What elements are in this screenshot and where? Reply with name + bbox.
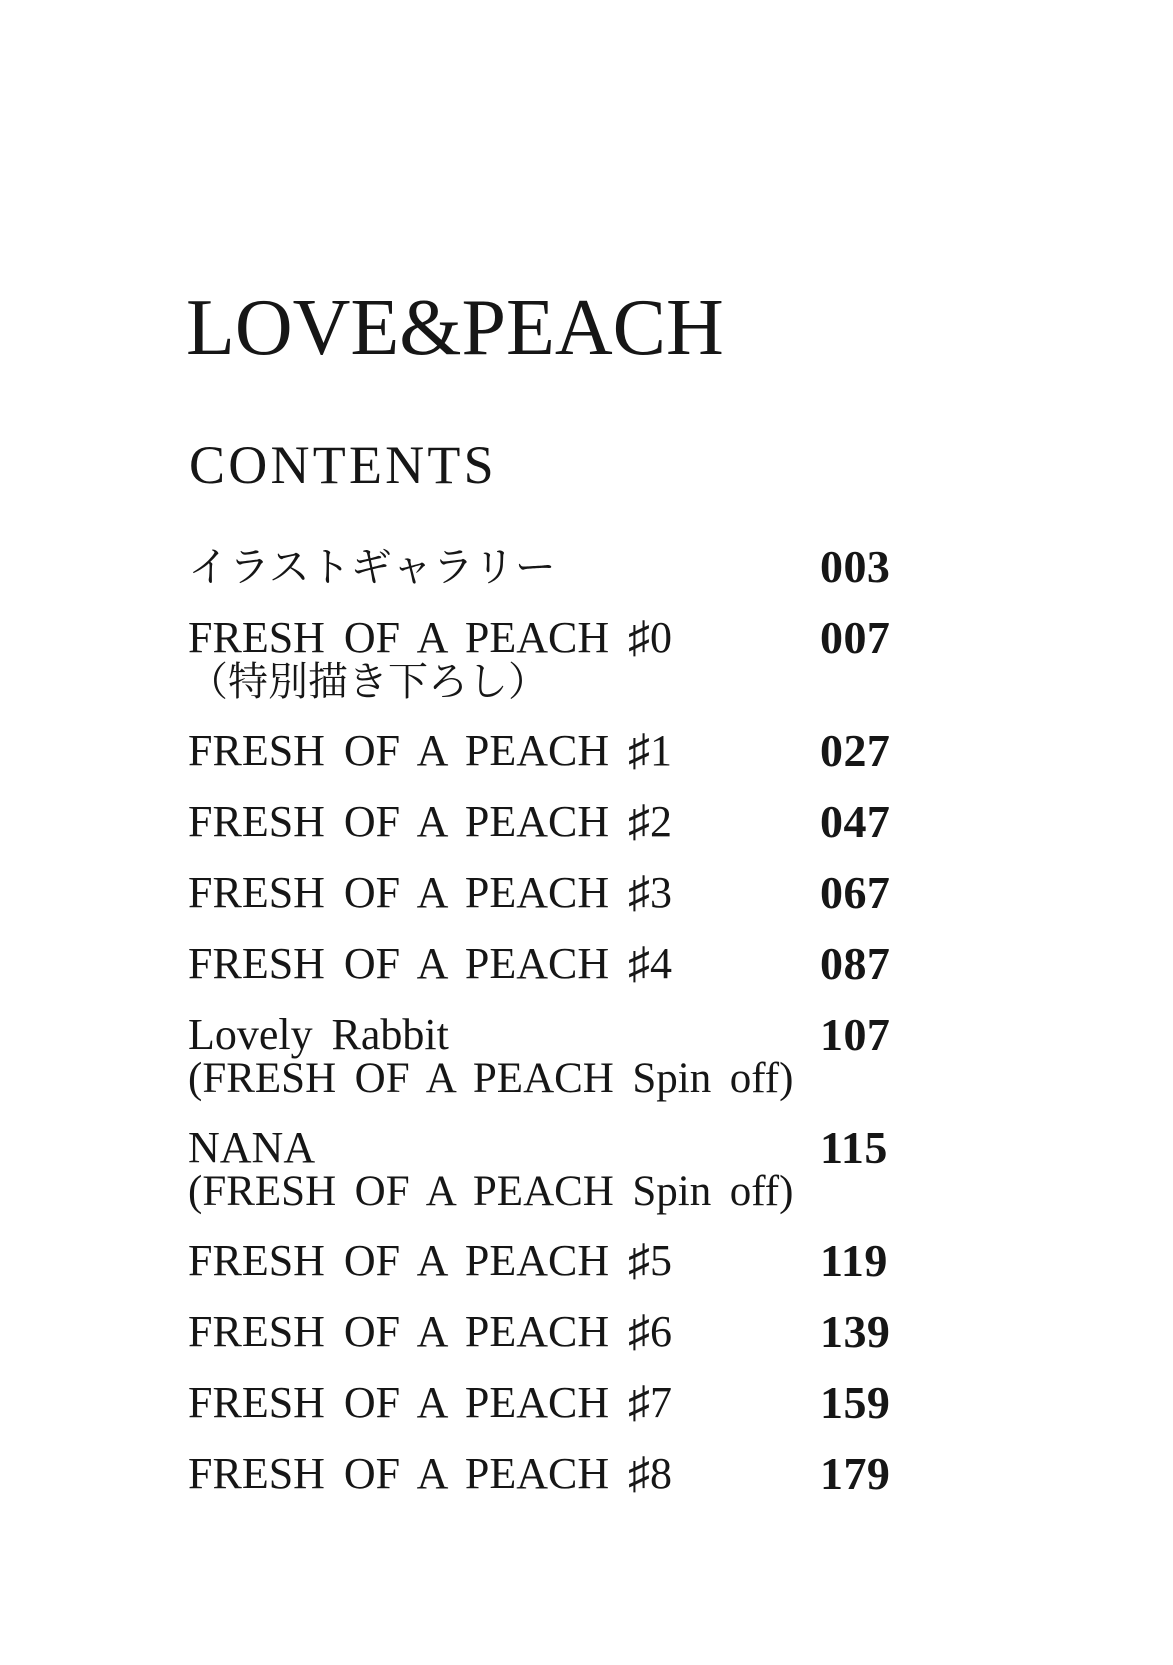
toc-entry	[188, 1377, 988, 1428]
toc-entry	[188, 612, 988, 704]
toc-entry-page-number: 115	[820, 1122, 888, 1173]
toc-entry-page-number: 139	[820, 1306, 891, 1357]
toc-entry-title: FRESH OF A PEACH ♯8	[188, 1449, 673, 1498]
toc-entry-title: Lovely Rabbit	[188, 1010, 449, 1059]
toc-entry-page-number: 003	[820, 541, 891, 592]
toc-entry-page-number: 067	[820, 867, 891, 918]
toc-entry	[188, 725, 988, 776]
toc-entry-page-number: 047	[820, 796, 891, 847]
toc-entry	[188, 938, 988, 989]
toc-entry-page-number: 179	[820, 1448, 891, 1499]
toc-entry-title: FRESH OF A PEACH ♯2	[188, 797, 673, 846]
toc-entry-subtitle: (FRESH OF A PEACH Spin off)	[188, 1055, 794, 1102]
toc-entry-title: NANA	[188, 1123, 316, 1172]
toc-entry-subtitle: （特別描き下ろし）	[188, 659, 548, 704]
toc-entry	[188, 541, 988, 592]
contents-heading: CONTENTS	[189, 435, 497, 495]
toc-entry-title: イラストギャラリー	[188, 544, 556, 590]
toc-entry-page-number: 159	[820, 1377, 891, 1428]
toc-entry	[188, 1009, 988, 1102]
toc-entry-page-number: 007	[820, 612, 891, 663]
toc-entry-page-number: 027	[820, 725, 891, 776]
toc-entry	[188, 1235, 988, 1286]
toc-entry	[188, 1122, 988, 1215]
toc-entry-title: FRESH OF A PEACH ♯1	[188, 726, 673, 775]
toc-entry-subtitle: (FRESH OF A PEACH Spin off)	[188, 1168, 794, 1215]
toc-entry	[188, 1306, 988, 1357]
book-title: LOVE&PEACH	[186, 284, 724, 372]
toc-entry-page-number: 107	[820, 1009, 891, 1060]
toc-entry-title: FRESH OF A PEACH ♯3	[188, 868, 673, 917]
toc-entry-title: FRESH OF A PEACH ♯6	[188, 1307, 673, 1356]
toc-entry-title: FRESH OF A PEACH ♯0	[188, 613, 673, 662]
toc-list	[188, 541, 988, 1522]
toc-entry	[188, 867, 988, 918]
toc-entry	[188, 1448, 988, 1499]
toc-entry-title: FRESH OF A PEACH ♯4	[188, 939, 673, 988]
toc-entry-page-number: 087	[820, 938, 891, 989]
toc-entry-title: FRESH OF A PEACH ♯5	[188, 1236, 673, 1285]
toc-entry	[188, 796, 988, 847]
toc-entry-page-number: 119	[820, 1235, 888, 1286]
toc-entry-title: FRESH OF A PEACH ♯7	[188, 1378, 673, 1427]
